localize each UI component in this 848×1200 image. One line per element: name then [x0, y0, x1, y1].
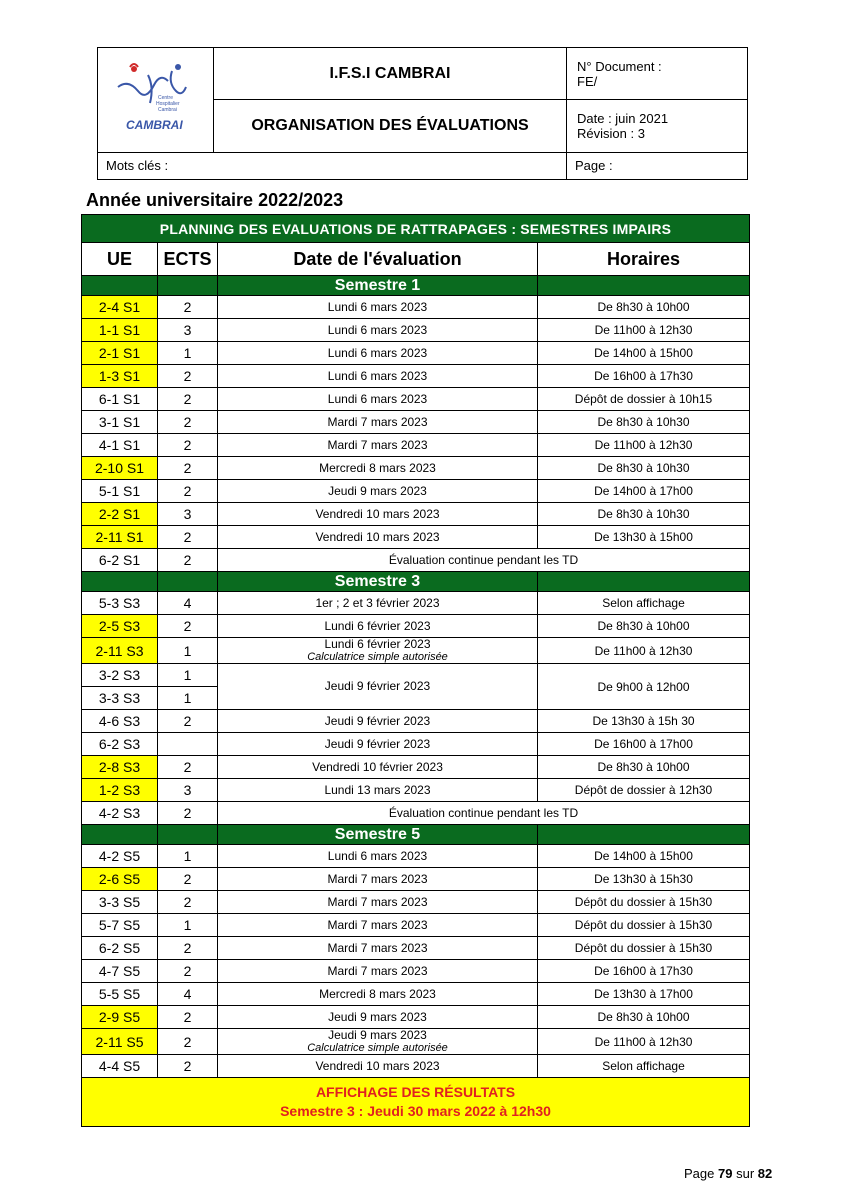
ue-cell: 5-7 S5 [82, 914, 158, 937]
date-cell [218, 710, 538, 733]
ue-cell: 4-2 S5 [82, 845, 158, 868]
date-cell [218, 503, 538, 526]
ects-cell: 3 [158, 319, 218, 342]
date-text: Jeudi 9 février 2023 [324, 679, 431, 693]
table-row [82, 615, 750, 638]
continuous-evaluation-cell: Évaluation continue pendant les TD [218, 802, 750, 825]
hours-cell: De 8h30 à 10h00 [538, 756, 750, 779]
svg-text:Centre: Centre [157, 95, 173, 102]
date-cell [218, 779, 538, 802]
hours-cell: De 11h00 à 12h30 [538, 434, 750, 457]
svg-text:CAMBRAI: CAMBRAI [125, 118, 183, 133]
date-text: Jeudi 9 mars 2023 [328, 483, 427, 498]
date-cell [218, 733, 538, 756]
page-field: Page : [567, 152, 748, 179]
hours-cell: Dépôt du dossier à 15h30 [538, 937, 750, 960]
logo-figure-icon [108, 57, 204, 137]
doc-title: ORGANISATION DES ÉVALUATIONS [214, 100, 567, 152]
ue-cell: 3-3 S3 [82, 687, 158, 710]
table-row [82, 592, 750, 615]
table-row [82, 710, 750, 733]
date-cell [218, 891, 538, 914]
table-row [82, 319, 750, 342]
svg-text:Hospitalier: Hospitalier [155, 101, 180, 108]
hours-cell: De 13h30 à 15h30 [538, 868, 750, 891]
column-header-ects: ECTS [158, 243, 218, 276]
date-text: Lundi 6 mars 2023 [327, 368, 428, 383]
date-text: Vendredi 10 mars 2023 [315, 506, 440, 521]
schedule-table [81, 214, 749, 1127]
semester-spacer [538, 825, 750, 845]
semester-spacer [82, 825, 158, 845]
table-row [82, 638, 750, 664]
hours-cell: De 11h00 à 12h30 [538, 638, 750, 664]
semester-spacer [158, 825, 218, 845]
semester-spacer [538, 276, 750, 296]
ects-cell: 2 [158, 388, 218, 411]
hours-cell: De 13h30 à 17h00 [538, 983, 750, 1006]
semester-label: Semestre 3 [218, 572, 538, 592]
date-text: Mardi 7 mars 2023 [327, 917, 428, 932]
ue-cell: 5-1 S1 [82, 480, 158, 503]
ects-cell: 2 [158, 960, 218, 983]
date-cell [218, 868, 538, 891]
table-row [82, 960, 750, 983]
hours-cell: De 8h30 à 10h00 [538, 1006, 750, 1029]
ue-cell: 2-6 S5 [82, 868, 158, 891]
date-cell [218, 638, 538, 664]
date-cell [218, 937, 538, 960]
page-sep: sur [736, 1166, 755, 1181]
results-notice [82, 1078, 750, 1127]
table-row [82, 549, 750, 572]
hours-cell: Selon affichage [538, 1055, 750, 1078]
date-cell [218, 480, 538, 503]
hours-cell: De 14h00 à 15h00 [538, 342, 750, 365]
ects-cell: 2 [158, 615, 218, 638]
ue-cell: 6-1 S1 [82, 388, 158, 411]
date-text: Lundi 6 mars 2023 [327, 345, 428, 360]
ue-cell: 3-3 S5 [82, 891, 158, 914]
table-row [82, 914, 750, 937]
ects-cell: 2 [158, 1029, 218, 1055]
date-text: Lundi 6 février 2023 [324, 637, 431, 651]
page-current: 79 [718, 1166, 733, 1181]
date-cell [218, 756, 538, 779]
page-number [684, 1166, 772, 1181]
date-text: Mardi 7 mars 2023 [327, 940, 428, 955]
ue-cell: 2-1 S1 [82, 342, 158, 365]
date-text: Mardi 7 mars 2023 [327, 894, 428, 909]
table-row [82, 664, 750, 687]
column-header-date: Date de l'évaluation [218, 243, 538, 276]
table-row [82, 779, 750, 802]
hours-cell: De 8h30 à 10h30 [538, 503, 750, 526]
ue-cell: 2-5 S3 [82, 615, 158, 638]
ects-cell: 2 [158, 434, 218, 457]
doc-number [567, 48, 748, 100]
date-cell [218, 1029, 538, 1055]
results-notice-title: AFFICHAGE DES RÉSULTATS [315, 1084, 516, 1100]
ue-cell: 2-8 S3 [82, 756, 158, 779]
date-text: Mercredi 8 mars 2023 [319, 460, 436, 475]
table-row [82, 342, 750, 365]
ue-cell: 4-1 S1 [82, 434, 158, 457]
date-text: Lundi 6 mars 2023 [327, 391, 428, 406]
semester-spacer [158, 572, 218, 592]
date-cell [218, 296, 538, 319]
ects-cell: 2 [158, 480, 218, 503]
hours-cell: Selon affichage [538, 592, 750, 615]
hours-cell: Dépôt de dossier à 10h15 [538, 388, 750, 411]
ue-cell: 2-10 S1 [82, 457, 158, 480]
ue-cell: 4-7 S5 [82, 960, 158, 983]
date-text: Lundi 6 février 2023 [324, 618, 431, 633]
date-text: Lundi 6 mars 2023 [327, 848, 428, 863]
institute-name: I.F.S.I CAMBRAI [214, 48, 567, 100]
date-text: Mercredi 8 mars 2023 [319, 986, 436, 1001]
table-row [82, 411, 750, 434]
ue-cell: 6-2 S1 [82, 549, 158, 572]
hours-cell: De 11h00 à 12h30 [538, 1029, 750, 1055]
ects-cell: 4 [158, 592, 218, 615]
ue-cell: 4-2 S3 [82, 802, 158, 825]
ects-cell: 2 [158, 549, 218, 572]
date-cell [218, 388, 538, 411]
date-text: Mardi 7 mars 2023 [327, 871, 428, 886]
ue-cell: 6-2 S3 [82, 733, 158, 756]
semester-spacer [82, 276, 158, 296]
ue-cell: 1-3 S1 [82, 365, 158, 388]
ects-cell: 1 [158, 914, 218, 937]
date-cell [218, 365, 538, 388]
date-cell [218, 319, 538, 342]
ue-cell: 2-11 S3 [82, 638, 158, 664]
table-row [82, 845, 750, 868]
semester-label: Semestre 5 [218, 825, 538, 845]
ue-cell: 1-1 S1 [82, 319, 158, 342]
date-cell [218, 592, 538, 615]
results-notice-date: Semestre 3 : Jeudi 30 mars 2022 à 12h30 [280, 1103, 551, 1119]
ue-cell: 2-9 S5 [82, 1006, 158, 1029]
ects-cell: 2 [158, 1055, 218, 1078]
hours-cell: De 16h00 à 17h30 [538, 960, 750, 983]
date-text: Jeudi 9 mars 2023 [328, 1028, 427, 1042]
ects-cell: 2 [158, 1006, 218, 1029]
date-text: Lundi 6 mars 2023 [327, 299, 428, 314]
page-total: 82 [757, 1166, 773, 1181]
ects-cell: 2 [158, 868, 218, 891]
table-row [82, 526, 750, 549]
semester-row [82, 825, 750, 845]
hours-cell: De 14h00 à 15h00 [538, 845, 750, 868]
ue-cell: 1-2 S3 [82, 779, 158, 802]
hours-cell: De 8h30 à 10h00 [538, 296, 750, 319]
date-text: Vendredi 10 février 2023 [312, 759, 443, 774]
ects-cell: 2 [158, 802, 218, 825]
ue-cell: 6-2 S5 [82, 937, 158, 960]
hours-cell: De 13h30 à 15h00 [538, 526, 750, 549]
semester-spacer [82, 572, 158, 592]
table-row [82, 365, 750, 388]
table-row [82, 503, 750, 526]
doc-number-label: N° Document : [577, 58, 662, 74]
date-cell [218, 615, 538, 638]
table-row [82, 937, 750, 960]
ects-cell: 2 [158, 891, 218, 914]
ects-cell: 1 [158, 342, 218, 365]
calculator-note: Calculatrice simple autorisée [307, 1042, 448, 1054]
column-header-hours: Horaires [538, 243, 750, 276]
date-cell [218, 1006, 538, 1029]
date-cell [218, 1055, 538, 1078]
ects-cell: 3 [158, 503, 218, 526]
date-text: Mardi 7 mars 2023 [327, 414, 428, 429]
semester-spacer [538, 572, 750, 592]
hours-cell: Dépôt du dossier à 15h30 [538, 891, 750, 914]
ue-cell: 5-3 S3 [82, 592, 158, 615]
ects-cell: 2 [158, 756, 218, 779]
table-row [82, 868, 750, 891]
date-cell [218, 342, 538, 365]
hours-cell: De 16h00 à 17h00 [538, 733, 750, 756]
column-header-ue: UE [82, 243, 158, 276]
date-text: Mardi 7 mars 2023 [327, 437, 428, 452]
document-header [97, 47, 748, 180]
calculator-note: Calculatrice simple autorisée [307, 651, 448, 663]
date-text: Vendredi 10 mars 2023 [315, 529, 440, 544]
doc-number-value: FE/ [577, 73, 598, 89]
hours-cell: De 16h00 à 17h30 [538, 365, 750, 388]
ects-cell: 4 [158, 983, 218, 1006]
ects-cell: 2 [158, 365, 218, 388]
table-row [82, 296, 750, 319]
date-cell [218, 845, 538, 868]
table-row [82, 983, 750, 1006]
hours-cell: De 14h00 à 17h00 [538, 480, 750, 503]
ue-cell: 5-5 S5 [82, 983, 158, 1006]
ue-cell: 3-2 S3 [82, 664, 158, 687]
table-row [82, 802, 750, 825]
hours-cell: Dépôt de dossier à 12h30 [538, 779, 750, 802]
date-cell [218, 526, 538, 549]
ue-cell: 2-2 S1 [82, 503, 158, 526]
date-text: Jeudi 9 février 2023 [324, 713, 431, 728]
hours-cell: De 8h30 à 10h00 [538, 615, 750, 638]
date-text: Jeudi 9 février 2023 [324, 736, 431, 751]
table-row [82, 1055, 750, 1078]
table-row [82, 1006, 750, 1029]
semester-spacer [158, 276, 218, 296]
date-cell [218, 457, 538, 480]
hours-cell: De 11h00 à 12h30 [538, 319, 750, 342]
ects-cell: 1 [158, 687, 218, 710]
date-cell [218, 664, 538, 710]
date-text: Mardi 7 mars 2023 [327, 963, 428, 978]
hours-cell: De 9h00 à 12h00 [538, 664, 750, 710]
year-title: Année universitaire 2022/2023 [86, 190, 344, 210]
ue-cell: 2-11 S1 [82, 526, 158, 549]
table-row [82, 756, 750, 779]
ects-cell: 2 [158, 457, 218, 480]
ects-cell: 2 [158, 710, 218, 733]
ects-cell: 2 [158, 526, 218, 549]
hospital-logo [98, 48, 214, 153]
ects-cell: 2 [158, 937, 218, 960]
table-row [82, 733, 750, 756]
doc-date [567, 100, 748, 152]
ects-cell: 2 [158, 296, 218, 319]
hours-cell: De 8h30 à 10h30 [538, 457, 750, 480]
ects-cell: 3 [158, 779, 218, 802]
date-text: Jeudi 9 mars 2023 [328, 1009, 427, 1024]
ue-cell: 4-6 S3 [82, 710, 158, 733]
doc-date-label: Date : juin 2021 [577, 111, 669, 127]
table-row [82, 480, 750, 503]
ue-cell: 2-11 S5 [82, 1029, 158, 1055]
date-cell [218, 983, 538, 1006]
ects-cell [158, 733, 218, 756]
table-row [82, 457, 750, 480]
ue-cell: 4-4 S5 [82, 1055, 158, 1078]
hours-cell: Dépôt du dossier à 15h30 [538, 914, 750, 937]
date-cell [218, 411, 538, 434]
ects-cell: 1 [158, 638, 218, 664]
svg-text:Cambrai: Cambrai [157, 107, 177, 114]
ue-cell: 3-1 S1 [82, 411, 158, 434]
ects-cell: 1 [158, 845, 218, 868]
hours-cell: De 13h30 à 15h 30 [538, 710, 750, 733]
table-row [82, 1029, 750, 1055]
doc-revision: Révision : 3 [577, 126, 645, 142]
ects-cell: 1 [158, 664, 218, 687]
semester-label: Semestre 1 [218, 276, 538, 296]
date-cell [218, 914, 538, 937]
hours-cell: De 8h30 à 10h30 [538, 411, 750, 434]
table-row [82, 388, 750, 411]
date-text: 1er ; 2 et 3 février 2023 [315, 595, 440, 610]
page-prefix: Page [684, 1166, 715, 1181]
date-text: Vendredi 10 mars 2023 [315, 1058, 440, 1073]
date-text: Lundi 13 mars 2023 [324, 782, 431, 797]
table-caption: PLANNING DES EVALUATIONS DE RATTRAPAGES : SEMESTRES IMPAIRS [82, 215, 750, 243]
date-cell [218, 960, 538, 983]
date-text: Lundi 6 mars 2023 [327, 322, 428, 337]
keywords-field: Mots clés : [98, 152, 567, 179]
semester-row [82, 572, 750, 592]
semester-row [82, 276, 750, 296]
table-row [82, 891, 750, 914]
table-row [82, 434, 750, 457]
continuous-evaluation-cell: Évaluation continue pendant les TD [218, 549, 750, 572]
ects-cell: 2 [158, 411, 218, 434]
ue-cell: 2-4 S1 [82, 296, 158, 319]
date-cell [218, 434, 538, 457]
